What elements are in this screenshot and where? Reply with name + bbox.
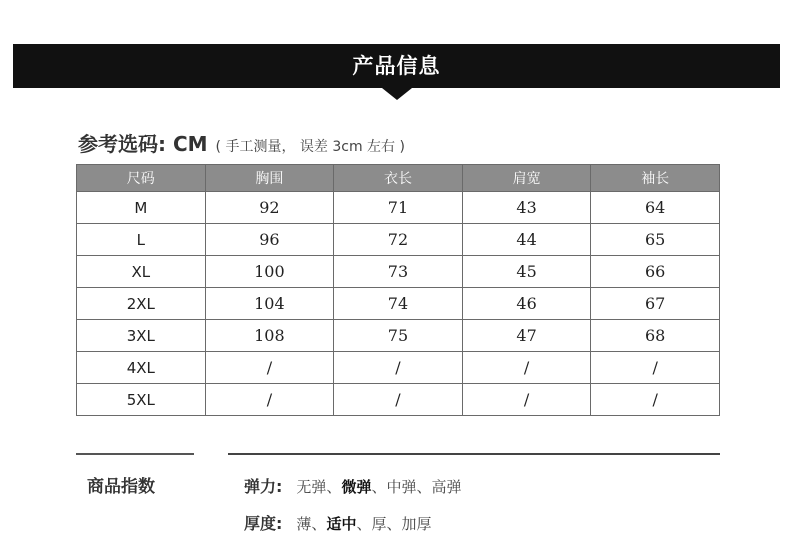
chest-cell: / xyxy=(205,384,334,416)
table-row xyxy=(77,320,720,352)
header-sleeve: 袖长 xyxy=(591,165,720,192)
size-table xyxy=(76,164,720,416)
sleeve-cell: 67 xyxy=(591,288,720,320)
size-cell: 2XL xyxy=(77,288,206,320)
length-cell: 73 xyxy=(334,256,463,288)
size-cell: 4XL xyxy=(77,352,206,384)
elasticity-option: 高弹 xyxy=(431,478,462,496)
length-cell: / xyxy=(334,384,463,416)
thickness-option: 加厚 xyxy=(401,515,432,533)
size-cell: 5XL xyxy=(77,384,206,416)
shoulder-cell: 43 xyxy=(462,192,591,224)
sleeve-cell: 64 xyxy=(591,192,720,224)
size-cell: M xyxy=(77,192,206,224)
header-chest: 胸围 xyxy=(205,165,334,192)
elasticity-option: 无弹 xyxy=(296,478,327,496)
chest-cell: 108 xyxy=(205,320,334,352)
length-cell: 74 xyxy=(334,288,463,320)
sleeve-cell: 68 xyxy=(591,320,720,352)
sleeve-cell: / xyxy=(591,352,720,384)
banner-title: 产品信息 xyxy=(352,54,441,78)
sleeve-cell: / xyxy=(591,384,720,416)
shoulder-cell: 45 xyxy=(462,256,591,288)
elasticity-option-selected: 微弹 xyxy=(341,478,372,496)
shoulder-cell: 44 xyxy=(462,224,591,256)
elasticity-label: 弹力: xyxy=(244,477,283,496)
table-row xyxy=(77,384,720,416)
section-divider-left xyxy=(76,453,194,455)
table-row xyxy=(77,256,720,288)
elasticity-row: 弹力: 无弹、微弹、中弹、高弹 xyxy=(244,477,462,496)
thickness-option: 厚 xyxy=(371,515,387,533)
sleeve-cell: 65 xyxy=(591,224,720,256)
header-shoulder: 肩宽 xyxy=(462,165,591,192)
product-index-title: 商品指数 xyxy=(87,477,155,497)
shoulder-cell: 46 xyxy=(462,288,591,320)
size-cell: XL xyxy=(77,256,206,288)
table-row xyxy=(77,224,720,256)
header-size: 尺码 xyxy=(77,165,206,192)
length-cell: 75 xyxy=(334,320,463,352)
thickness-option: 薄 xyxy=(296,515,312,533)
shoulder-cell: / xyxy=(462,352,591,384)
size-cell: L xyxy=(77,224,206,256)
table-row xyxy=(77,352,720,384)
size-reference-label: 参考选码: CM xyxy=(78,132,208,156)
chest-cell: 96 xyxy=(205,224,334,256)
header-length: 衣长 xyxy=(334,165,463,192)
shoulder-cell: 47 xyxy=(462,320,591,352)
shoulder-cell: / xyxy=(462,384,591,416)
chest-cell: 100 xyxy=(205,256,334,288)
sleeve-cell: 66 xyxy=(591,256,720,288)
length-cell: / xyxy=(334,352,463,384)
thickness-option-selected: 适中 xyxy=(326,515,357,533)
length-cell: 71 xyxy=(334,192,463,224)
length-cell: 72 xyxy=(334,224,463,256)
banner-notch xyxy=(382,88,412,100)
table-row xyxy=(77,288,720,320)
section-divider-right xyxy=(228,453,720,455)
chest-cell: / xyxy=(205,352,334,384)
chest-cell: 92 xyxy=(205,192,334,224)
thickness-label: 厚度: xyxy=(244,514,283,533)
measurement-note: ( 手工测量， 误差 3cm 左右 ) xyxy=(215,139,405,155)
size-cell: 3XL xyxy=(77,320,206,352)
elasticity-option: 中弹 xyxy=(386,478,417,496)
thickness-row: 厚度: 薄、适中、厚、加厚 xyxy=(244,514,432,533)
product-info-banner xyxy=(13,44,780,88)
chest-cell: 104 xyxy=(205,288,334,320)
table-row xyxy=(77,192,720,224)
size-table-header-row xyxy=(77,165,720,192)
size-reference-line xyxy=(78,128,405,157)
